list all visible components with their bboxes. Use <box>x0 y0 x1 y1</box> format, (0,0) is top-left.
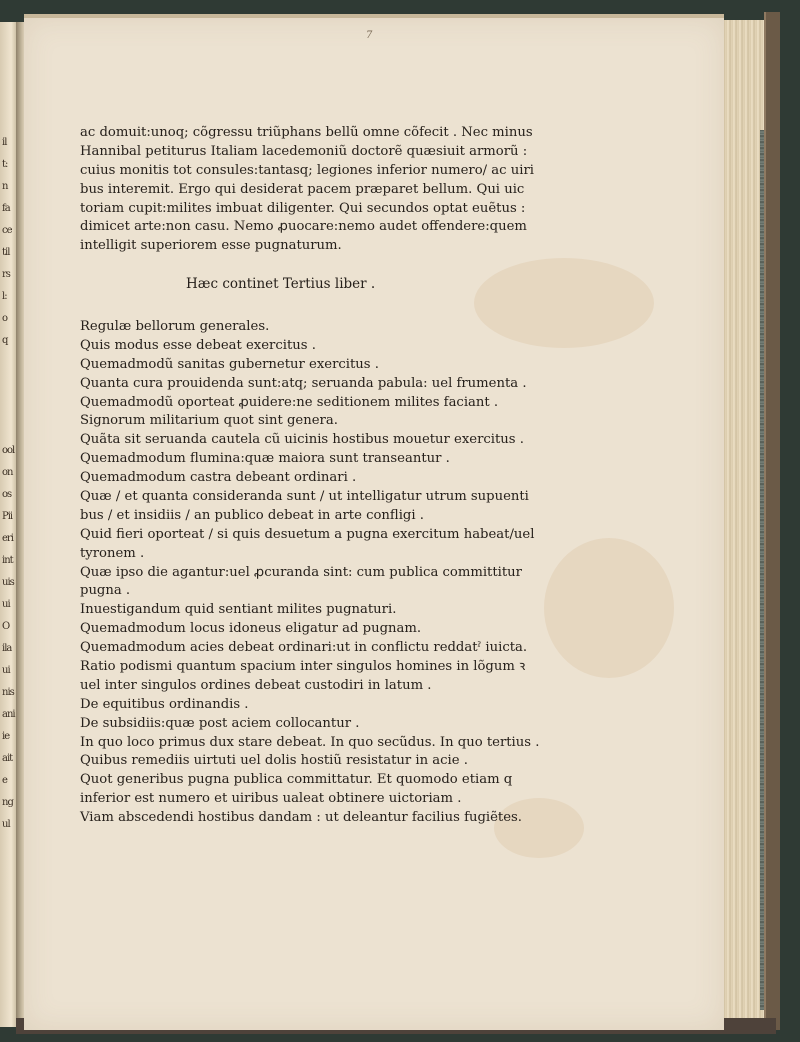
contents-line: Quid fieri oporteat / si quis desuetum a pugna exercitum habeat/uel <box>80 526 535 542</box>
left-page-fragment: ila <box>2 643 12 654</box>
left-page-fragment: fa <box>2 203 10 214</box>
paper-stain <box>544 538 674 678</box>
contents-line: Quæ / et quanta consideranda sunt / ut intelligatur utrum supuenti <box>80 489 529 505</box>
left-page-fragment: ul <box>2 819 10 830</box>
contents-line: Quis modus esse debeat exercitus . <box>80 337 316 353</box>
contents-line: inferior est numero et uiribus ualeat obtinere uictoriam . <box>80 791 462 807</box>
left-page-fragment <box>2 374 15 396</box>
left-page-fragment: ie <box>2 731 10 742</box>
contents-line: tyronem . <box>80 545 145 561</box>
left-page-fragment: uis <box>2 577 14 588</box>
contents-line: Quemadmodum castra debeant ordinari . <box>80 470 357 486</box>
paragraph-line: intelligit superiorem esse pugnaturum. <box>80 238 342 254</box>
paragraph-line: Hannibal petiturus Italiam lacedemoniũ doctorẽ quæsiuit armorũ : <box>80 143 528 159</box>
left-page-fragment: on <box>2 467 13 478</box>
cover-board-edge <box>764 12 780 1030</box>
left-page-fragment: int <box>2 555 13 566</box>
left-page-fragment: eri <box>2 533 13 544</box>
left-page-fragment: e <box>2 775 7 786</box>
left-page-fragment: Pii <box>2 511 13 522</box>
left-page-fragment: ait <box>2 753 13 764</box>
left-page-fragment: o <box>2 313 8 324</box>
paragraph-line: bus interemit. Ergo qui desiderat pacem præparet bellum. Qui uic <box>80 181 525 197</box>
left-page-fragment <box>2 418 15 440</box>
contents-line: uel inter singulos ordines debeat custodiri in latum . <box>80 677 432 693</box>
left-page-fragment: til <box>2 247 10 258</box>
contents-line: Quemadmodum locus idoneus eligatur ad pugnam. <box>80 621 422 637</box>
left-page-fragment: ui <box>2 599 10 610</box>
contents-line: Quot generibus pugna publica committatur. Et quomodo etiam q <box>80 772 513 788</box>
left-facing-page-edge <box>0 22 16 1027</box>
left-page-fragment: ng <box>2 797 13 808</box>
left-page-fragment <box>2 396 15 418</box>
folio-mark: 7 <box>366 30 373 41</box>
left-page-fragment: t: <box>2 159 8 170</box>
contents-line: De equitibus ordinandis . <box>80 696 249 712</box>
left-page-fragment: ui <box>2 665 10 676</box>
left-page-text-fragments <box>2 132 15 836</box>
left-page-fragment: n <box>2 181 8 192</box>
left-page-fragment: ool <box>2 445 15 456</box>
paragraph-line: dimicet arte:non casu. Nemo ꝓuocare:nemo audet offendere:quem <box>80 219 527 235</box>
contents-line: bus / et insidiis / an publico debeat in arte confligi . <box>80 507 424 523</box>
left-page-fragment: il <box>2 137 7 148</box>
contents-line: Quanta cura prouidenda sunt:atq; seruanda pabula: uel frumenta . <box>80 375 527 391</box>
contents-line: Quibus remediis uirtuti uel dolis hostiũ resistatur in acie . <box>80 753 468 769</box>
contents-line: Ratio podismi quantum spacium inter singulos homines in lõgum ꝛ <box>80 659 526 675</box>
left-page-fragment: ce <box>2 225 12 236</box>
left-page-fragment: os <box>2 489 12 500</box>
contents-line: Quemadmodum acies debeat ordinari:ut in conflictu reddatˀ iuicta. <box>80 640 528 656</box>
section-heading: Hæc continet Tertius liber . <box>186 276 376 292</box>
contents-line: Signorum militarium quot sint genera. <box>80 413 338 429</box>
contents-line: Quãta sit seruanda cautela cũ uicinis hostibus mouetur exercitus . <box>80 432 524 448</box>
paragraph-line: toriam cupit:milites imbuat diligenter. Qui secundos optat euẽtus : <box>80 200 526 216</box>
contents-line: De subsidiis:quæ post aciem collocantur . <box>80 715 360 731</box>
top-paragraph <box>80 124 534 256</box>
left-page-fragment: O <box>2 621 10 632</box>
contents-line: pugna . <box>80 583 131 599</box>
paragraph-line: cuius monitis tot consules:tantasq; legiones inferior numero/ ac uiri <box>80 162 534 178</box>
left-page-fragment: l: <box>2 291 7 302</box>
contents-line: Quemadmodum flumina:quæ maiora sunt transeantur . <box>80 451 450 467</box>
contents-line: Quemadmodũ sanitas gubernetur exercitus . <box>80 356 379 372</box>
left-page-fragment <box>2 352 15 374</box>
paragraph-line: ac domuit:unoq; cõgressu triũphans bellũ omne cõfecit . Nec minus <box>80 125 533 140</box>
contents-line: Inuestigandum quid sentiant milites pugnaturi. <box>80 602 397 618</box>
left-page-fragment: q <box>2 335 8 346</box>
contents-line: In quo loco primus dux stare debeat. In quo secũdus. In quo tertius . <box>80 734 540 750</box>
contents-line: Quæ ipso die agantur:uel ꝓcuranda sint: cum publica committitur <box>80 564 522 580</box>
contents-line: Viam abscedendi hostibus dandam : ut deleantur facilius fugiẽtes. <box>80 810 522 826</box>
table-of-contents <box>80 318 540 828</box>
left-page-fragment: nis <box>2 687 14 698</box>
left-page-fragment: rs <box>2 269 10 280</box>
contents-line: Quemadmodũ oporteat ꝓuidere:ne seditionem milites faciant . <box>80 394 499 410</box>
left-page-fragment: ani <box>2 709 15 720</box>
contents-line: Regulæ bellorum generales. <box>80 319 270 334</box>
